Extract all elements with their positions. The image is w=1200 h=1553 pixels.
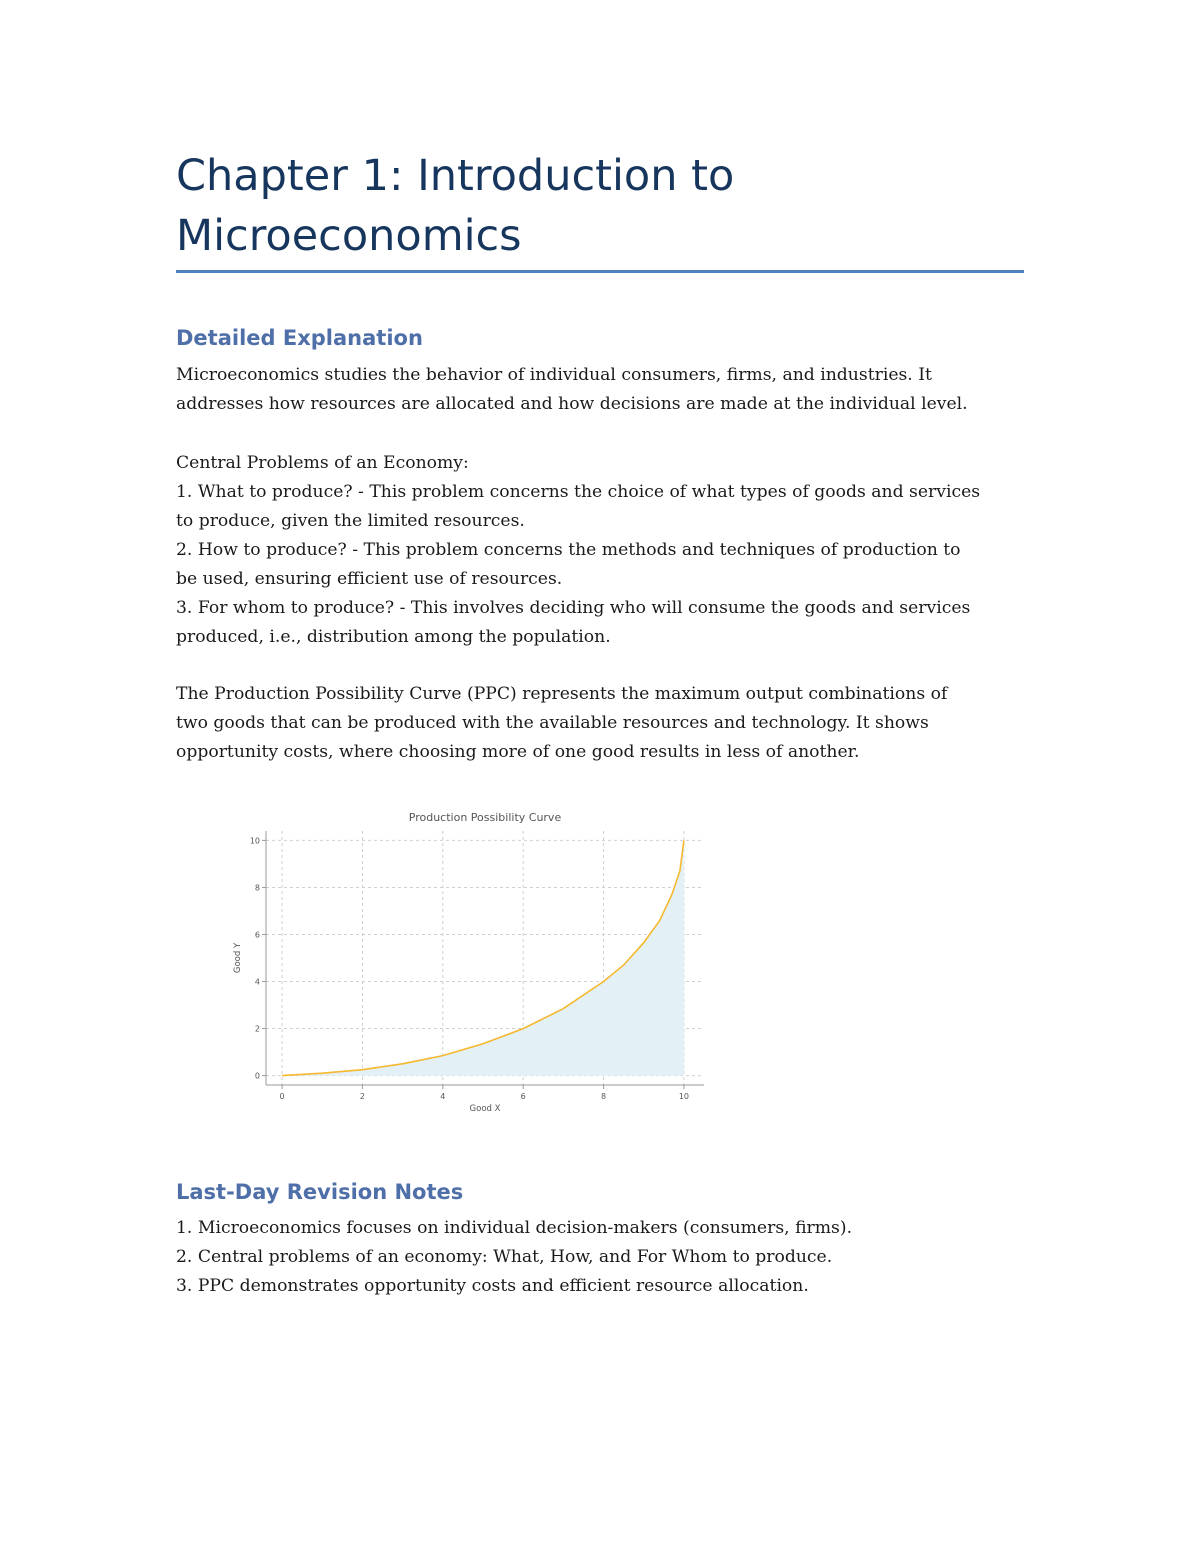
section-heading-detailed-explanation: Detailed Explanation — [176, 326, 423, 350]
revision-note: 3. PPC demonstrates opportunity costs and efficient resource allocation. — [176, 1276, 809, 1296]
title-underline — [176, 270, 1024, 273]
ppc-chart-svg — [226, 803, 716, 1123]
ppc-paragraph — [176, 680, 1026, 767]
problem-line: 1. What to produce? - This problem concerns the choice of what types of goods and services — [176, 482, 981, 502]
problem-line: 3. For whom to produce? - This involves deciding who will consume the goods and services — [176, 598, 971, 618]
y-tick-label: 6 — [254, 930, 260, 940]
intro-paragraph — [176, 361, 1026, 419]
y-tick-label: 10 — [249, 836, 260, 846]
ppc-line: two goods that can be produced with the available resources and technology. It shows — [176, 713, 929, 733]
y-tick-label: 2 — [254, 1024, 260, 1034]
central-problems-heading: Central Problems of an Economy: — [176, 453, 469, 473]
problem-line: 2. How to produce? - This problem concerns the methods and techniques of production to — [176, 540, 961, 560]
revision-note: 1. Microeconomics focuses on individual decision-makers (consumers, firms). — [176, 1218, 853, 1238]
ppc-area-fill — [282, 840, 684, 1075]
ppc-line: opportunity costs, where choosing more of one good results in less of another. — [176, 742, 860, 762]
intro-line: Microeconomics studies the behavior of individual consumers, firms, and industries. It — [176, 365, 932, 385]
x-tick-label: 4 — [440, 1092, 446, 1101]
problem-line: produced, i.e., distribution among the population. — [176, 627, 611, 647]
ppc-chart — [226, 803, 716, 1123]
x-tick-label: 2 — [359, 1092, 365, 1101]
y-tick-label: 0 — [254, 1071, 260, 1081]
revision-notes-list — [176, 1214, 1026, 1301]
x-tick-label: 6 — [520, 1092, 526, 1101]
title-line-1: Chapter 1: Introduction to — [176, 151, 735, 201]
y-tick-label: 4 — [254, 977, 260, 987]
x-tick-label: 8 — [600, 1092, 607, 1101]
section-heading-revision-notes: Last-Day Revision Notes — [176, 1180, 464, 1204]
ppc-line: The Production Possibility Curve (PPC) represents the maximum output combinations of — [176, 684, 948, 704]
y-tick-label: 8 — [254, 883, 260, 893]
problem-line: be used, ensuring efficient use of resources. — [176, 569, 563, 589]
x-axis-label: Good X — [469, 1104, 501, 1114]
central-problems-paragraph — [176, 449, 1026, 652]
problem-line: to produce, given the limited resources. — [176, 511, 525, 531]
page-title — [176, 146, 1036, 266]
title-line-2: Microeconomics — [176, 211, 522, 261]
intro-line: addresses how resources are allocated and how decisions are made at the individual level. — [176, 394, 968, 414]
x-tick-label: 10 — [678, 1092, 690, 1101]
revision-note: 2. Central problems of an economy: What, How, and For Whom to produce. — [176, 1247, 833, 1267]
x-tick-label: 0 — [279, 1092, 285, 1101]
y-axis-label: Good Y — [233, 942, 243, 974]
chart-title: Production Possibility Curve — [408, 811, 562, 824]
